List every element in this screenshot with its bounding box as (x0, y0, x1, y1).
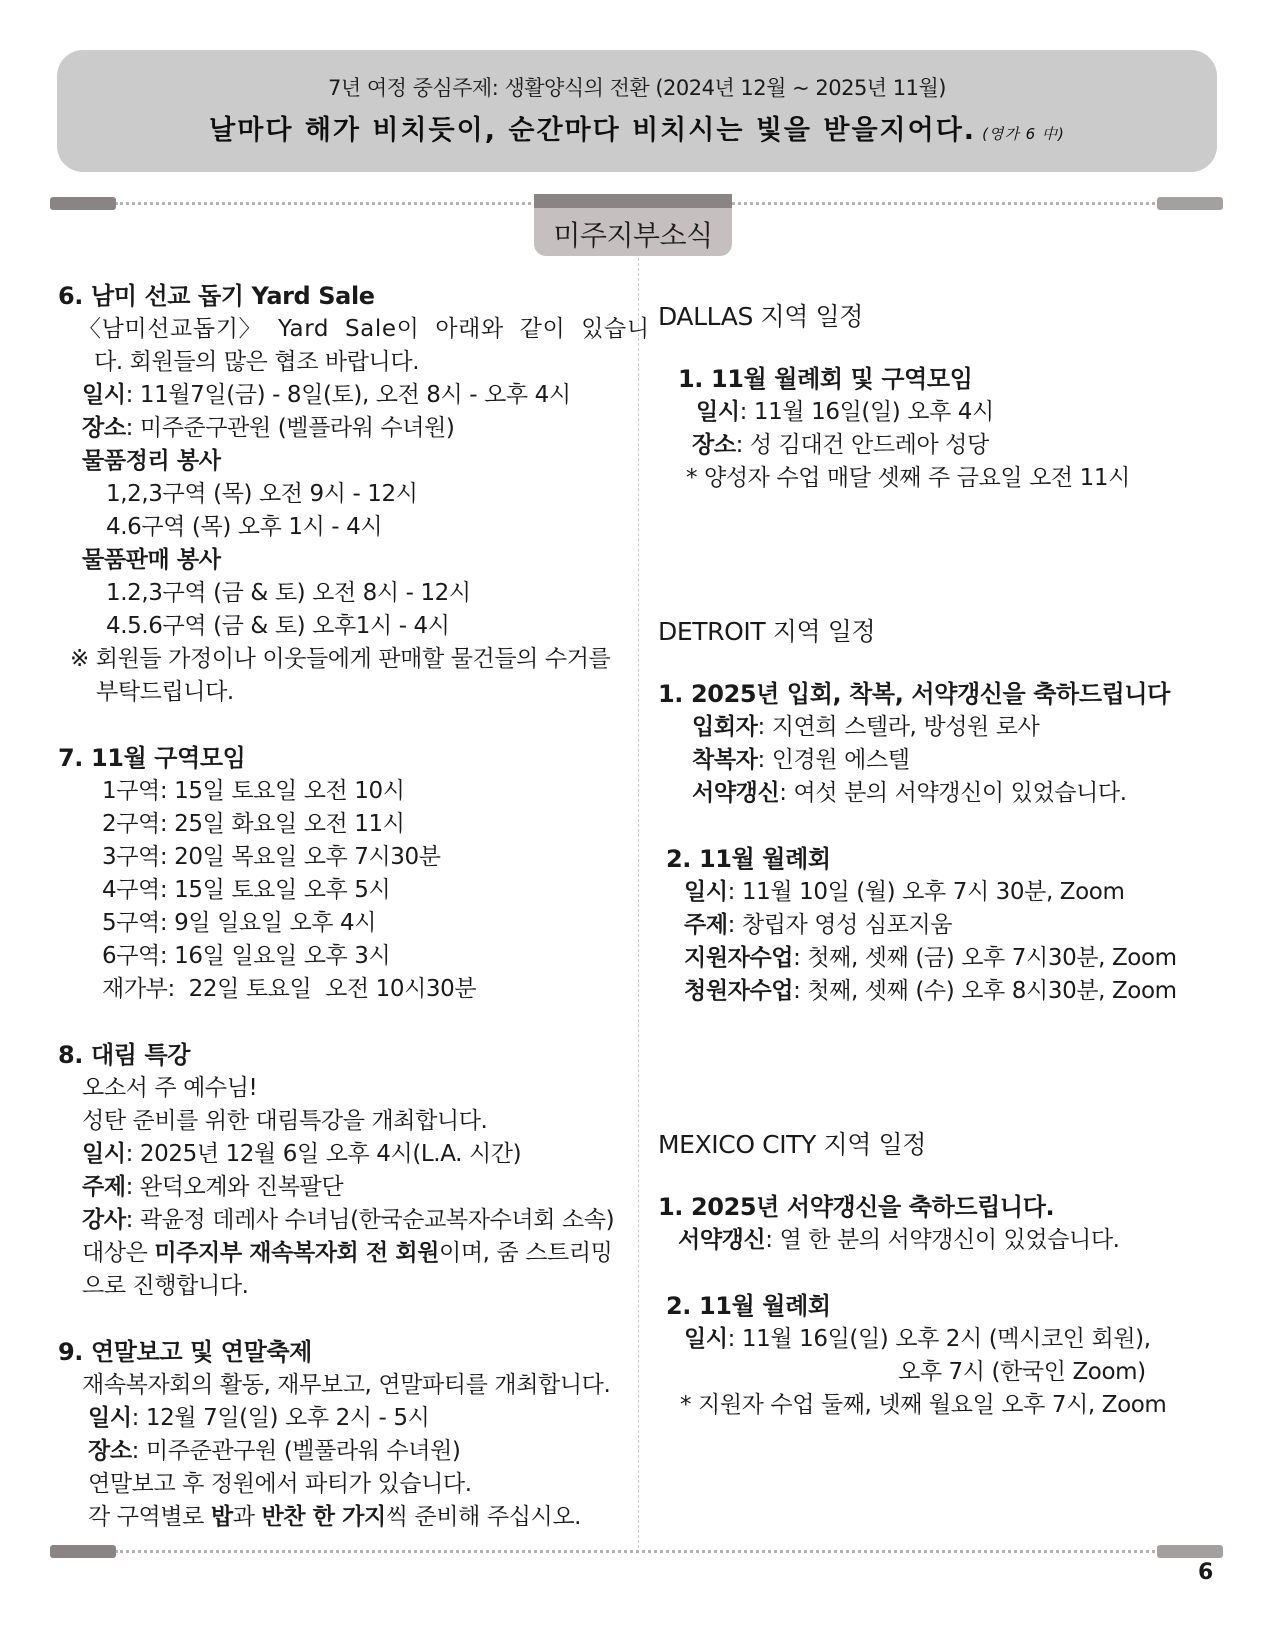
section-heading: 7. 11월 구역모임 (58, 744, 246, 772)
page-number: 6 (1198, 1560, 1214, 1585)
rule-cap-bottom-left (50, 1545, 116, 1558)
text-emphasis: 반찬 한 가지 (261, 1504, 386, 1530)
bottom-divider-rule (115, 1550, 1155, 1553)
renewal-label: 서약갱신 (678, 1227, 766, 1253)
speaker-label: 강사 (82, 1207, 126, 1233)
mexico-city-schedule (658, 1128, 1238, 1422)
date-row (658, 876, 1238, 909)
class-row (658, 975, 1238, 1008)
class-label: 청원자수업 (684, 978, 794, 1004)
verse-text: 날마다 해가 비치듯이, 순간마다 비치시는 빛을 받을지어다. (209, 115, 977, 146)
date-row (58, 379, 648, 412)
topic-value: : 완덕오계와 진복팔단 (125, 1174, 344, 1200)
left-column (58, 280, 648, 1534)
item-heading: 1. 2025년 서약갱신을 축하드립니다. (658, 1193, 1055, 1221)
date-value: : 11월 16일(일) 오후 4시 (739, 399, 994, 425)
list-item: 4구역: 15일 토요일 오후 5시 (102, 877, 391, 903)
list-item: 1,2,3구역 (목) 오전 9시 - 12시 (106, 481, 418, 507)
rule-cap-top-right (1157, 197, 1223, 210)
right-column (658, 300, 1238, 1422)
region-title: DETROIT 지역 일정 (658, 617, 876, 646)
target-row (58, 1237, 648, 1270)
join-label: 입회자 (692, 714, 758, 740)
date-value: : 2025년 12월 6일 오후 4시(L.A. 시간) (125, 1141, 522, 1167)
date-value-continued: 오후 7시 (한국인 Zoom) (898, 1359, 1146, 1385)
section-8-advent-lecture (58, 1039, 648, 1303)
dallas-schedule (658, 300, 1238, 495)
place-row (58, 412, 648, 445)
theme-line: 7년 여정 중심주제: 생활양식의 전환 (2024년 12월 ~ 2025년 11월) (328, 76, 946, 100)
date-label: 일시 (696, 399, 740, 425)
verse-line (57, 108, 1217, 147)
date-value: : 11월7일(금) - 8일(토), 오전 8시 - 오후 4시 (125, 382, 571, 408)
place-value: : 미주준관구원 (벨풀라워 수녀원) (131, 1438, 461, 1464)
section-7-district-meetings (58, 742, 648, 1006)
date-value: : 12월 7일(일) 오후 2시 - 5시 (131, 1405, 430, 1431)
class-value: : 첫째, 셋째 (수) 오후 8시30분, Zoom (793, 978, 1177, 1004)
target-text: 이며, 줌 스트리밍 (439, 1240, 613, 1266)
place-row (658, 429, 1238, 462)
section-9-year-end (58, 1336, 648, 1534)
section-heading: 9. 연말보고 및 연말축제 (58, 1338, 312, 1366)
list-item: 재가부: 22일 토요일 오전 10시30분 (102, 976, 477, 1002)
speaker-value: : 곽윤정 데레사 수녀님(한국순교복자수녀회 소속) (125, 1207, 615, 1233)
habit-value: : 인경원 에스텔 (757, 747, 910, 773)
renewal-value: : 여섯 분의 서약갱신이 있었습니다. (779, 780, 1127, 806)
body-text: 연말보고 후 정원에서 파티가 있습니다. (88, 1471, 472, 1497)
body-text: 으로 진행합니다. (82, 1273, 249, 1299)
place-label: 장소 (88, 1438, 132, 1464)
section-6-yard-sale (58, 280, 648, 709)
rule-cap-bottom-right (1157, 1545, 1223, 1558)
list-item: 3구역: 20일 목요일 오후 7시30분 (102, 844, 441, 870)
list-item: 1.2,3구역 (금 & 토) 오전 8시 - 12시 (106, 580, 471, 606)
section-heading: 6. 남미 선교 돕기 Yard Sale (58, 282, 375, 310)
renewal-row (658, 777, 1238, 810)
body-text: 재속복자회의 활동, 재무보고, 연말파티를 개최합니다. (82, 1372, 611, 1398)
list-item: 4.6구역 (목) 오후 1시 - 4시 (106, 514, 383, 540)
body-text (58, 1501, 648, 1534)
date-value: : 11월 16일(일) 오후 2시 (멕시코인 회원), (727, 1326, 1151, 1352)
date-label: 일시 (82, 1141, 126, 1167)
topic-label: 주제 (82, 1174, 126, 1200)
renewal-value: : 열 한 분의 서약갱신이 있었습니다. (765, 1227, 1120, 1253)
renewal-row (658, 1224, 1238, 1257)
habit-label: 착복자 (692, 747, 758, 773)
topic-label: 주제 (684, 912, 728, 938)
target-emphasis: 미주지부 재속복자회 전 회원 (154, 1240, 440, 1266)
intro-text: 다. 회원들의 많은 협조 바랍니다. (94, 349, 420, 375)
topic-row (658, 909, 1238, 942)
subheading: 물품판매 봉사 (82, 547, 221, 573)
text-fragment: 과 (232, 1504, 262, 1530)
subheading: 물품정리 봉사 (82, 448, 221, 474)
note-text: * 양성자 수업 매달 셋째 주 금요일 오전 11시 (686, 465, 1130, 491)
section-heading: 8. 대림 특강 (58, 1041, 191, 1069)
date-row (58, 1402, 648, 1435)
section-title-tab (534, 194, 732, 256)
target-text: 대상은 (82, 1240, 155, 1266)
list-item: 6구역: 16일 일요일 오후 3시 (102, 943, 391, 969)
join-value: : 지연희 스텔라, 방성원 로사 (757, 714, 1040, 740)
region-title: MEXICO CITY 지역 일정 (658, 1130, 927, 1159)
date-label: 일시 (82, 382, 126, 408)
body-text: 오소서 주 예수님! (82, 1075, 258, 1101)
list-item: 1구역: 15일 토요일 오전 10시 (102, 778, 405, 804)
item-heading: 1. 11월 월례회 및 구역모임 (678, 365, 973, 393)
list-item: 2구역: 25일 화요일 오전 11시 (102, 811, 405, 837)
note-text: ※ 회원들 가정이나 이웃들에게 판매할 물건들의 수거를 (70, 646, 611, 672)
place-row (58, 1435, 648, 1468)
intro-text: 〈남미선교돕기〉 Yard Sale이 아래와 같이 있습니 (78, 316, 650, 342)
header-banner (57, 50, 1217, 172)
note-text: * 지원자 수업 둘째, 넷째 월요일 오후 7시, Zoom (680, 1392, 1167, 1418)
date-row (58, 1138, 648, 1171)
text-fragment: 각 구역별로 (88, 1504, 211, 1530)
note-text: 부탁드립니다. (96, 679, 234, 705)
place-value: : 성 김대건 안드레아 성당 (735, 432, 989, 458)
date-row (658, 396, 1238, 429)
class-label: 지원자수업 (684, 945, 794, 971)
class-row (658, 942, 1238, 975)
habit-row (658, 744, 1238, 777)
verse-source: (영가 6 中) (982, 125, 1065, 143)
item-heading: 2. 11월 월례회 (666, 845, 831, 873)
detroit-schedule (658, 615, 1238, 1008)
date-value: : 11월 10일 (월) 오후 7시 30분, Zoom (727, 879, 1125, 905)
list-item: 5구역: 9일 일요일 오후 4시 (102, 910, 377, 936)
region-title: DALLAS 지역 일정 (658, 302, 864, 331)
renewal-label: 서약갱신 (692, 780, 780, 806)
item-heading: 1. 2025년 입회, 착복, 서약갱신을 축하드립니다 (658, 680, 1170, 708)
date-row (658, 1323, 1238, 1356)
speaker-row (58, 1204, 648, 1237)
place-label: 장소 (82, 415, 126, 441)
text-fragment: 씩 준비해 주십시오. (385, 1504, 582, 1530)
text-emphasis: 밥 (210, 1504, 233, 1530)
class-value: : 첫째, 셋째 (금) 오후 7시30분, Zoom (793, 945, 1177, 971)
list-item: 4.5.6구역 (금 & 토) 오후1시 - 4시 (106, 613, 450, 639)
section-title: 미주지부소식 (553, 219, 713, 252)
place-label: 장소 (692, 432, 736, 458)
topic-value: : 창립자 영성 심포지움 (727, 912, 953, 938)
join-row (658, 711, 1238, 744)
item-heading: 2. 11월 월례회 (666, 1292, 831, 1320)
rule-cap-top-left (50, 197, 116, 210)
date-label: 일시 (684, 1326, 728, 1352)
body-text: 성탄 준비를 위한 대림특강을 개최합니다. (82, 1108, 488, 1134)
place-value: : 미주준구관원 (벨플라워 수녀원) (125, 415, 455, 441)
date-label: 일시 (88, 1405, 132, 1431)
topic-row (58, 1171, 648, 1204)
date-label: 일시 (684, 879, 728, 905)
section-tab-bar (534, 194, 732, 208)
